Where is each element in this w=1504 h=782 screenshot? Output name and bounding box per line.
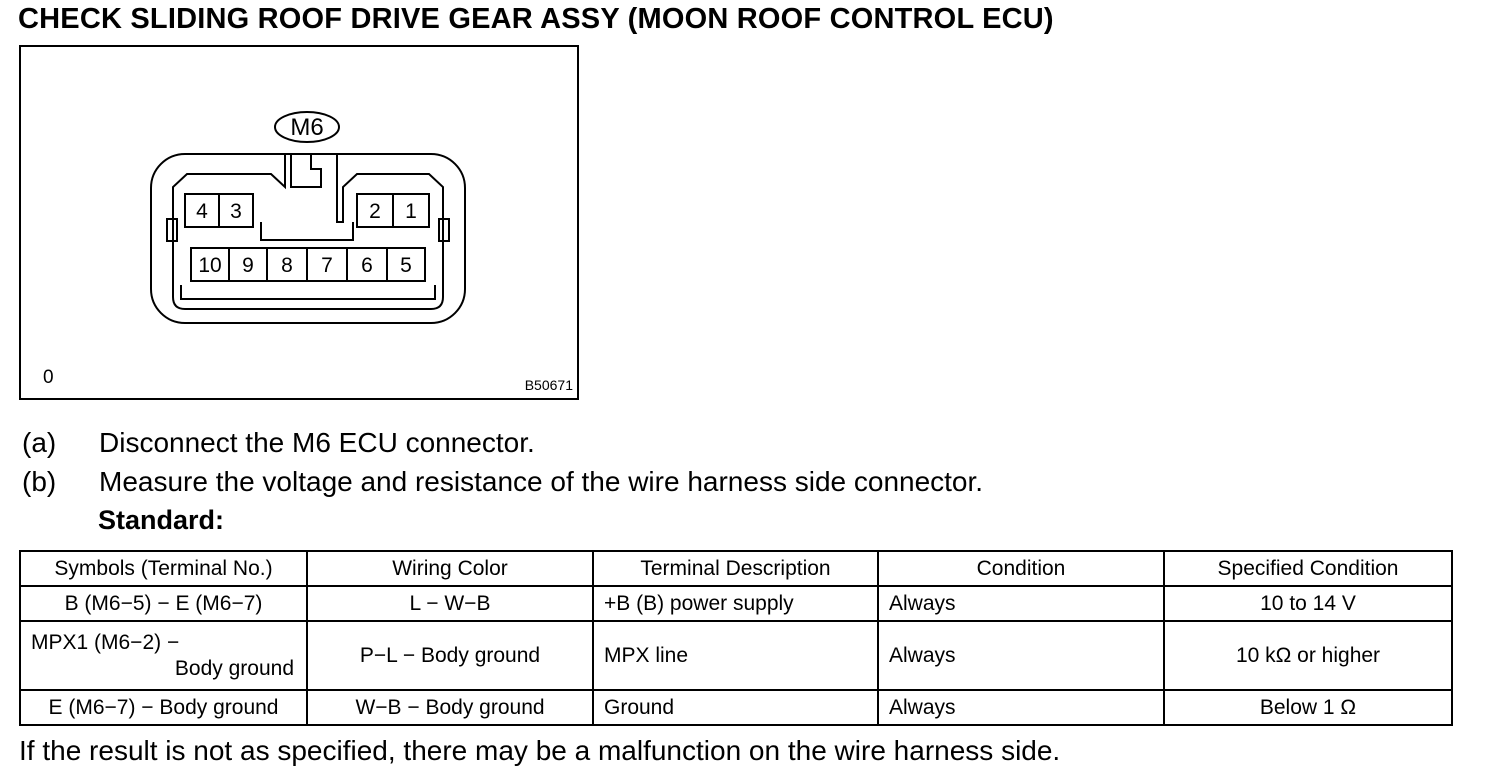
header-cell: Condition (878, 551, 1164, 586)
step-label: (a) (22, 427, 57, 458)
connector-inner-housing (173, 154, 443, 309)
pin-number: 9 (242, 254, 254, 277)
cell-symbol-line1: MPX1 (M6−2) − (31, 630, 180, 654)
header-cell: Terminal Description (593, 551, 878, 586)
connector-label: M6 (290, 114, 324, 141)
table-header-row (20, 551, 1452, 586)
pin-number: 2 (369, 200, 381, 223)
cell-condition: Always (878, 586, 1164, 621)
cell-description: +B (B) power supply (593, 586, 878, 621)
header-cell: Symbols (Terminal No.) (20, 551, 307, 586)
cell-wiring: L − W−B (307, 586, 593, 621)
figure-code: B50671 (524, 377, 573, 393)
figure-corner-mark: 0 (43, 367, 54, 388)
step-b (22, 466, 983, 498)
cell-specified: Below 1 Ω (1164, 690, 1452, 725)
cell-symbol (20, 621, 307, 690)
pin-number: 10 (198, 254, 222, 277)
footer-note: If the result is not as specified, there may be a malfunction on the wire harness side. (19, 735, 1061, 766)
standard-label: Standard: (98, 505, 225, 535)
pin-number: 3 (230, 200, 242, 223)
table-row (20, 621, 1452, 690)
pin-number: 7 (321, 254, 333, 277)
connector-outer-housing (151, 154, 465, 323)
cell-wiring: W−B − Body ground (307, 690, 593, 725)
cell-specified: 10 kΩ or higher (1164, 621, 1452, 690)
pin-number: 4 (196, 200, 208, 223)
cell-description: MPX line (593, 621, 878, 690)
connector-figure (19, 45, 579, 400)
spec-table (19, 550, 1453, 726)
step-text: Disconnect the M6 ECU connector. (99, 427, 535, 458)
cell-symbol: B (M6−5) − E (M6−7) (20, 586, 307, 621)
cell-symbol-line2: Body ground (174, 656, 294, 680)
cell-condition: Always (878, 690, 1164, 725)
cell-description: Ground (593, 690, 878, 725)
cell-symbol: E (M6−7) − Body ground (20, 690, 307, 725)
table-row (20, 586, 1452, 621)
step-a (22, 427, 535, 459)
pin-number: 8 (281, 254, 293, 277)
pin-number: 5 (400, 254, 412, 277)
connector-diagram (21, 47, 577, 398)
table-row (20, 690, 1452, 725)
cell-specified: 10 to 14 V (1164, 586, 1452, 621)
pin-number: 6 (361, 254, 373, 277)
step-text: Measure the voltage and resistance of the wire harness side connector. (99, 466, 984, 497)
cell-wiring: P−L − Body ground (307, 621, 593, 690)
pin-number: 1 (405, 200, 417, 223)
header-cell: Wiring Color (307, 551, 593, 586)
cell-condition: Always (878, 621, 1164, 690)
page-title: CHECK SLIDING ROOF DRIVE GEAR ASSY (MOON ROOF CONTROL ECU) (18, 3, 1054, 35)
header-cell: Specified Condition (1164, 551, 1452, 586)
step-label: (b) (22, 466, 57, 497)
